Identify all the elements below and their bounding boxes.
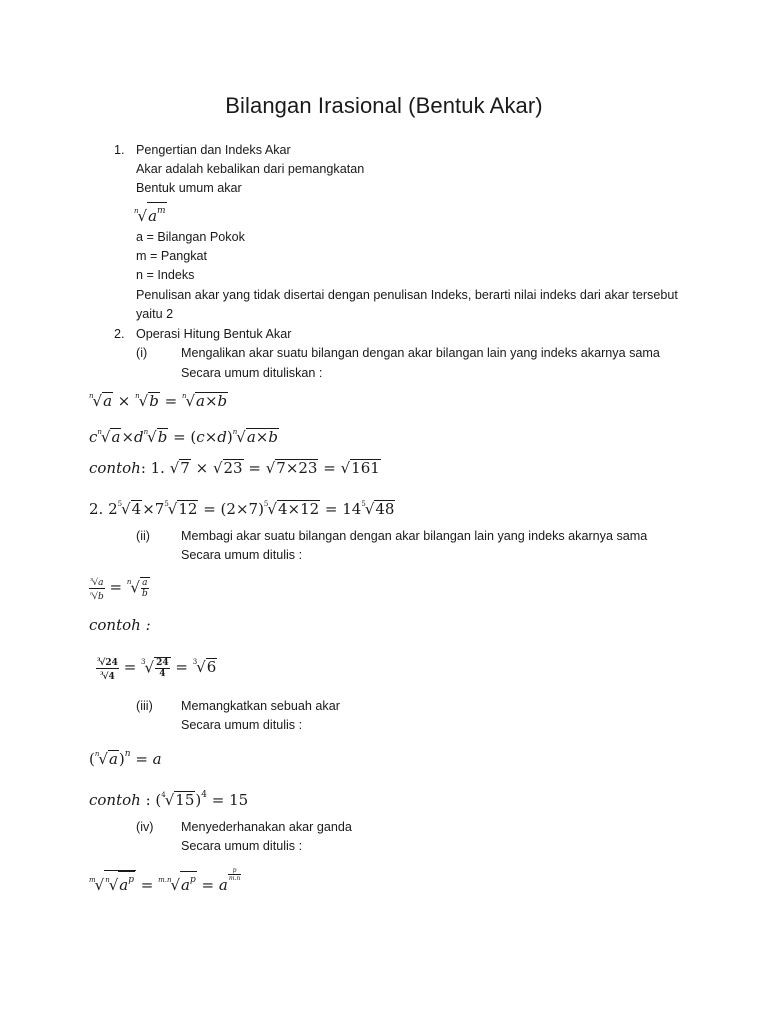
section-1-line-1: Akar adalah kebalikan dari pemangkatan	[136, 162, 365, 176]
subsection-i-label: (i)	[136, 346, 148, 360]
subsection-i-text: Mengalikan akar suatu bilangan dengan akar bilangan lain yang indeks akarnya sama	[181, 346, 660, 360]
power-example: contoh : $(^4√15)^4 = 15$	[89, 790, 249, 809]
subsection-i-sub: Secara umum dituliskan :	[181, 366, 323, 380]
example-2-prefix: 2.	[89, 500, 104, 518]
multiplication-formula-2: $c^n√a\times d^n√b = (c\times d)^n√a\times b$	[89, 428, 278, 446]
multiplication-formula-1: $^n$√a × $^n$√b = $^n$√a×b	[89, 392, 228, 410]
multiplication-example-1: contoh: 1. √7 × √23 = √7×23 = √161	[89, 459, 380, 477]
subsection-ii-text: Membagi akar suatu bilangan dengan akar bilangan lain yang indeks akarnya sama	[181, 529, 648, 543]
index-note-line-2: yaitu 2	[136, 307, 174, 321]
division-formula: $\frac{^n√a}{^n√b}$ = $^n$√ $\frac{a}{b}$	[90, 576, 148, 602]
definition-m: m = Pangkat	[136, 249, 208, 263]
power-formula: $(^n√a)^n = a$	[89, 749, 162, 768]
example-1-prefix: : 1.	[140, 459, 165, 477]
section-2-number: 2.	[114, 327, 125, 341]
subsection-iv-sub: Secara umum ditulis :	[181, 839, 303, 853]
subsection-ii-sub: Secara umum ditulis :	[181, 548, 303, 562]
page-title: Bilangan Irasional (Bentuk Akar)	[225, 93, 543, 118]
section-1-number: 1.	[114, 143, 125, 157]
subsection-ii-label: (ii)	[136, 529, 150, 543]
definition-a: a = Bilangan Pokok	[136, 230, 245, 244]
division-example: $\frac{^3√24}{^3√4}$ = $^3$√ $\frac{24}{4}$ = $^3$√6	[97, 656, 217, 682]
section-1-line-2: Bentuk umum akar	[136, 181, 242, 195]
subsection-iii-label: (iii)	[136, 699, 153, 713]
multiplication-example-2: 2. $2^5√4\times 7^5√12 = (2\times 7)^5√4\times 12 = 14^5√48$	[89, 500, 395, 518]
subsection-iii-text: Memangkatkan sebuah akar	[181, 699, 340, 713]
subsection-iv-text: Menyederhanakan akar ganda	[181, 820, 352, 834]
contoh-label: contoh	[89, 459, 141, 477]
section-1-heading: Pengertian dan Indeks Akar	[136, 143, 291, 157]
general-root-formula: $^n√a^m$	[134, 201, 167, 226]
section-2-heading: Operasi Hitung Bentuk Akar	[136, 327, 292, 341]
division-contoh-label: contoh :	[89, 616, 151, 634]
subsection-iv-label: (iv)	[136, 820, 154, 834]
nested-root-formula: $^m√^n√a^p = ^{m.n}√a^p = a$ $\frac{p}{m.n}$	[89, 867, 241, 894]
subsection-iii-sub: Secara umum ditulis :	[181, 718, 303, 732]
index-note-line-1: Penulisan akar yang tidak disertai dengan penulisan Indeks, berarti nilai indeks dari akar tersebut	[136, 288, 678, 302]
definition-n: n = Indeks	[136, 268, 195, 282]
